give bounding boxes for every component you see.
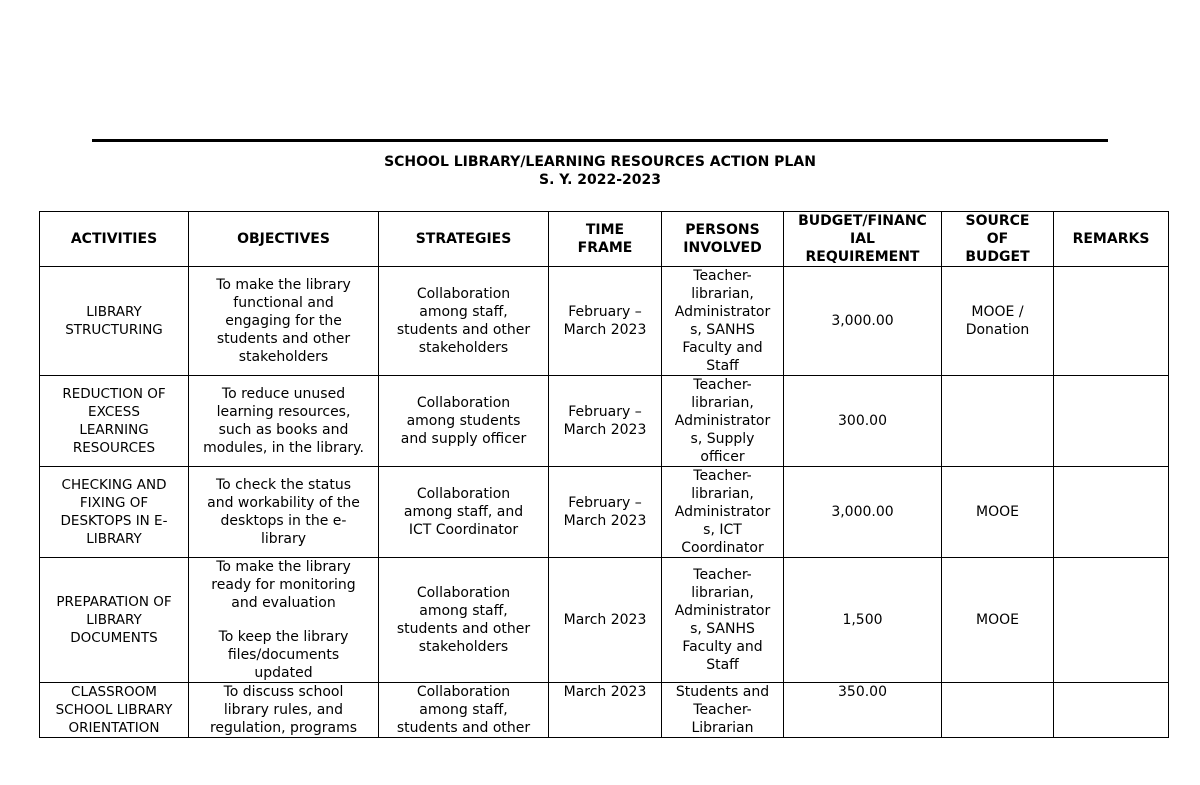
objective-cell: To discuss school library rules, and regulation, programs xyxy=(189,683,379,738)
source-cell: MOOE / Donation xyxy=(942,267,1054,376)
time-frame-cell: February – March 2023 xyxy=(549,267,662,376)
school-year: S. Y. 2022-2023 xyxy=(538,172,662,188)
source-cell xyxy=(942,683,1054,738)
objective-cell: To make the library functional and engaging for the students and other stakeholders xyxy=(189,267,379,376)
objective-extra: To keep the library files/documents updated xyxy=(218,629,349,681)
header-persons-involved: PERSONS INVOLVED xyxy=(662,212,784,267)
objective-cell: To make the library ready for monitoring and evaluation To keep the library files/documents updated xyxy=(189,558,379,683)
header-remarks: REMARKS xyxy=(1054,212,1169,267)
objective-cell: To check the status and workability of the desktops in the e- library xyxy=(189,467,379,558)
header-source-of-budget: SOURCE OF BUDGET xyxy=(942,212,1054,267)
strategy-cell: Collaboration among students and supply officer xyxy=(379,376,549,467)
persons-cell: Teacher- librarian, Administrator s, SANHS Faculty and Staff xyxy=(662,558,784,683)
remarks-cell xyxy=(1054,267,1169,376)
activity-cell: REDUCTION OF EXCESS LEARNING RESOURCES xyxy=(40,376,189,467)
table-row xyxy=(40,558,1169,683)
time-frame-cell: February – March 2023 xyxy=(549,376,662,467)
header-budget-requirement: BUDGET/FINANC IAL REQUIREMENT xyxy=(784,212,942,267)
table-row xyxy=(40,267,1169,376)
budget-cell: 350.00 xyxy=(784,683,942,738)
header-objectives: OBJECTIVES xyxy=(189,212,379,267)
header-strategies: STRATEGIES xyxy=(379,212,549,267)
remarks-cell xyxy=(1054,683,1169,738)
strategy-cell: Collaboration among staff, students and other stakeholders xyxy=(379,558,549,683)
source-cell: MOOE xyxy=(942,558,1054,683)
budget-cell: 3,000.00 xyxy=(784,267,942,376)
time-frame-cell: March 2023 xyxy=(549,683,662,738)
header-row xyxy=(40,212,1169,267)
persons-cell: Teacher- librarian, Administrator s, SANHS Faculty and Staff xyxy=(662,267,784,376)
time-frame-cell: February – March 2023 xyxy=(549,467,662,558)
action-plan-table xyxy=(39,211,1169,738)
remarks-cell xyxy=(1054,467,1169,558)
source-cell: MOOE xyxy=(942,467,1054,558)
activity-cell: PREPARATION OF LIBRARY DOCUMENTS xyxy=(40,558,189,683)
table-row xyxy=(40,683,1169,738)
remarks-cell xyxy=(1054,558,1169,683)
activity-cell: LIBRARY STRUCTURING xyxy=(40,267,189,376)
activity-cell: CLASSROOM SCHOOL LIBRARY ORIENTATION xyxy=(40,683,189,738)
table-row xyxy=(40,467,1169,558)
strategy-cell: Collaboration among staff, and ICT Coordinator xyxy=(379,467,549,558)
strategy-cell: Collaboration among staff, students and other xyxy=(379,683,549,738)
source-cell xyxy=(942,376,1054,467)
objective-cell: To reduce unused learning resources, such as books and modules, in the library. xyxy=(189,376,379,467)
activity-cell: CHECKING AND FIXING OF DESKTOPS IN E- LIBRARY xyxy=(40,467,189,558)
persons-cell: Teacher- librarian, Administrator s, ICT Coordinator xyxy=(662,467,784,558)
header-activities: ACTIVITIES xyxy=(40,212,189,267)
budget-cell: 3,000.00 xyxy=(784,467,942,558)
document-title: SCHOOL LIBRARY/LEARNING RESOURCES ACTION PLAN xyxy=(384,154,816,170)
budget-cell: 300.00 xyxy=(784,376,942,467)
table-row xyxy=(40,376,1169,467)
time-frame-cell: March 2023 xyxy=(549,558,662,683)
top-horizontal-rule xyxy=(92,139,1108,142)
header-time-frame: TIME FRAME xyxy=(549,212,662,267)
budget-cell: 1,500 xyxy=(784,558,942,683)
title-block xyxy=(0,153,1200,189)
strategy-cell: Collaboration among staff, students and other stakeholders xyxy=(379,267,549,376)
persons-cell: Teacher- librarian, Administrator s, Supply officer xyxy=(662,376,784,467)
remarks-cell xyxy=(1054,376,1169,467)
persons-cell: Students and Teacher- Librarian xyxy=(662,683,784,738)
